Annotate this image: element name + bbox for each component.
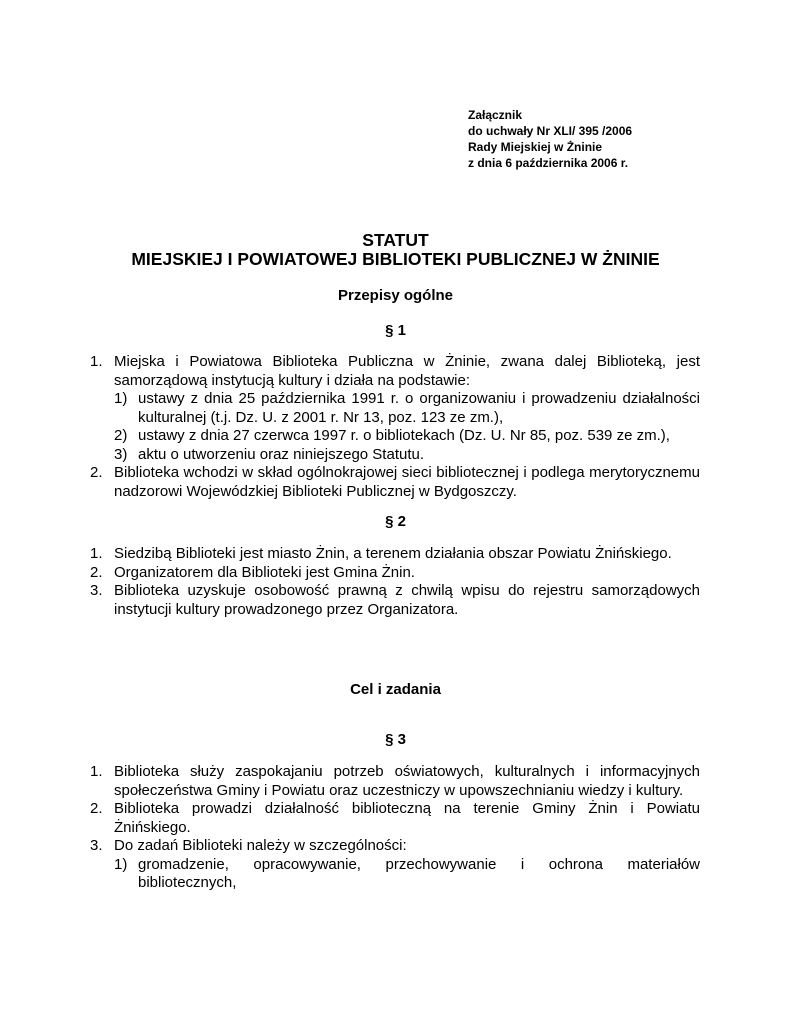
- sub-item: [114, 390, 700, 427]
- list-item: [90, 545, 700, 564]
- list-item: [90, 564, 700, 583]
- list-item: [90, 582, 700, 619]
- section-heading-goals: Cel i zadania: [350, 681, 441, 698]
- sub-item-number: 1): [114, 855, 128, 873]
- section-heading-general: Przepisy ogólne: [337, 287, 454, 304]
- sub-item: [114, 446, 700, 465]
- annex-line-1: Załącznik: [468, 108, 523, 122]
- item-number: 1.: [90, 545, 103, 562]
- sub-item-text: gromadzenie, opracowywanie, przechowywanie i ochrona materiałów bibliotecznych,: [138, 855, 700, 891]
- paragraph-1-list: [90, 353, 700, 501]
- sub-item-text: ustawy z dnia 27 czerwca 1997 r. o bibliotekach (Dz. U. Nr 85, poz. 539 ze zm.),: [138, 427, 670, 444]
- sub-item: [114, 427, 700, 446]
- item-text: Biblioteka uzyskuje osobowość prawną z chwilą wpisu do rejestru samorządowych instytucji kultury prowadzonego przez Organizatora.: [114, 582, 700, 618]
- item-text: Biblioteka prowadzi działalność biblioteczną na terenie Gminy Żnin i Powiatu Żnińskiego.: [114, 800, 700, 836]
- paragraph-3-list: [90, 763, 700, 893]
- sub-item-number: 2): [114, 427, 128, 444]
- annex-line-4: z dnia 6 października 2006 r.: [468, 156, 629, 170]
- item-text: Siedzibą Biblioteki jest miasto Żnin, a terenem działania obszar Powiatu Żnińskiego.: [114, 545, 672, 562]
- list-item: [90, 763, 700, 800]
- annex-line-2: do uchwały Nr XLI/ 395 /2006: [468, 124, 633, 138]
- item-number: 2.: [90, 464, 103, 481]
- item-number: 1.: [90, 763, 103, 780]
- sub-item-number: 1): [114, 390, 128, 407]
- sub-item-number: 3): [114, 445, 128, 463]
- annex-line-3: Rady Miejskiej w Żninie: [468, 140, 603, 154]
- document-title: STATUT: [362, 230, 429, 250]
- item-number: 2.: [90, 800, 103, 817]
- sub-item-text: ustawy z dnia 25 października 1991 r. o organizowaniu i prowadzeniu działalności kulturalnej (t.j. Dz. U. z 2001 r. Nr 13, poz. 123 ze zm.),: [138, 390, 700, 426]
- list-item: [90, 353, 700, 464]
- document-subtitle: MIEJSKIEJ I POWIATOWEJ BIBLIOTEKI PUBLICZNEJ W ŻNINIE: [131, 249, 660, 269]
- item-text: Do zadań Biblioteki należy w szczególności:: [114, 837, 407, 854]
- item-number: 3.: [90, 582, 103, 599]
- item-number: 2.: [90, 563, 103, 581]
- item-text: Organizatorem dla Biblioteki jest Gmina Żnin.: [114, 563, 415, 581]
- item-text: Biblioteka służy zaspokajaniu potrzeb oświatowych, kulturalnych i informacyjnych społeczeństwa Gminy i Powiatu oraz uczestniczy w upowszechnianiu wiedzy i kultury.: [114, 763, 700, 799]
- sub-item-text: aktu o utworzeniu oraz niniejszego Statutu.: [138, 445, 425, 463]
- list-item: [90, 464, 700, 501]
- annex-header: [468, 107, 632, 171]
- list-item: [90, 837, 700, 893]
- item-number: 3.: [90, 837, 103, 854]
- paragraph-1-label: § 1: [385, 322, 406, 339]
- item-number: 1.: [90, 353, 103, 370]
- paragraph-2-list: [90, 545, 700, 619]
- paragraph-3-label: § 3: [385, 731, 406, 748]
- paragraph-2-label: § 2: [385, 513, 406, 530]
- item-text: Miejska i Powiatowa Biblioteka Publiczna w Żninie, zwana dalej Biblioteką, jest samorządową instytucją kultury i działa na podstawie:: [114, 353, 700, 389]
- item-text: Biblioteka wchodzi w skład ogólnokrajowej sieci bibliotecznej i podlega merytorycznemu nadzorowi Wojewódzkiej Biblioteki Publicznej w Bydgoszczy.: [114, 464, 700, 500]
- list-item: [90, 800, 700, 837]
- sub-item: [114, 856, 700, 893]
